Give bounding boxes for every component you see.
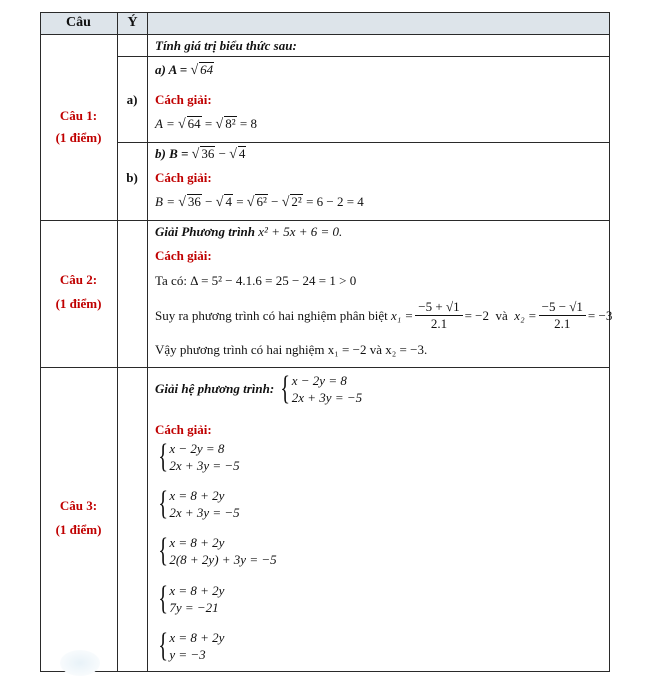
q2-points: (1 điểm) (55, 296, 102, 311)
q3-step-2: { x = 8 + 2y 2x + 3y = −5 (158, 485, 240, 522)
q3-step-1: { x − 2y = 8 2x + 3y = −5 (158, 438, 240, 475)
q3-prompt-system: { x − 2y = 8 2x + 3y = −5 (280, 370, 363, 407)
q2-prompt: Giải Phương trình x² + 5x + 6 = 0. (155, 224, 343, 239)
q1-b-expr: b) B = √ 36 − √ 4 (155, 146, 246, 162)
answer-table (40, 12, 613, 672)
q1-a-solution: A = √ 64 = √ 8² = 8 (155, 116, 257, 132)
q1-prompt: Tính giá trị biểu thức sau: (155, 38, 297, 53)
q3-method: Cách giải: (155, 422, 212, 437)
header-cau: Câu (40, 12, 117, 34)
border-bottom (40, 671, 610, 672)
border-right (609, 12, 610, 672)
watermark-blur (60, 650, 100, 676)
q1-points: (1 điểm) (55, 130, 102, 145)
q1-label: Câu 1: (59, 108, 98, 123)
q1-a-letter: a) (126, 92, 138, 107)
q1-a-method: Cách giải: (155, 92, 212, 107)
q2-roots: Suy ra phương trình có hai nghiệm phân biệt x₁ = $\frac{-5 + √1}{2.1}$ = −2 và x₂ = $\frac{-5 - √1}{2.1}$ = −3 (155, 299, 613, 331)
q1-a-expr: a) A = √ 64 (155, 62, 214, 78)
x1-fraction: $\frac{-5 + √1}{2.1}$ (415, 299, 462, 332)
q3-points: (1 điểm) (55, 522, 102, 537)
border-col1 (117, 12, 118, 672)
border-q1b-split (117, 142, 610, 143)
q1-b-solution: B = √ 36 − √ 4 = √ 6² − √ 2² = 6 − 2 = 4 (155, 194, 364, 210)
q2-label: Câu 2: (59, 272, 98, 287)
q3-step-4: { x = 8 + 2y 7y = −21 (158, 580, 225, 617)
border-q1-split (117, 56, 610, 57)
border-q3 (40, 367, 610, 368)
border-col2 (147, 12, 148, 672)
q3-prompt: Giải hệ phương trình: { x − 2y = 8 2x + 3y = −5 (155, 370, 363, 407)
border-header (40, 34, 610, 35)
header-y: Ý (118, 12, 147, 34)
q1-b-letter: b) (126, 170, 138, 185)
q3-label: Câu 3: (59, 498, 98, 513)
q1-b-method: Cách giải: (155, 170, 212, 185)
q2-conclusion: Vậy phương trình có hai nghiệm x₁ = −2 và x₂ = −3. (155, 342, 428, 357)
q2-method: Cách giải: (155, 248, 212, 263)
q2-delta: Ta có: Δ = 5² − 4.1.6 = 25 − 24 = 1 > 0 (155, 273, 357, 288)
header-blank (148, 12, 610, 34)
q3-step-5: { x = 8 + 2y y = −3 (158, 627, 225, 664)
border-top (40, 12, 610, 13)
q3-step-3: { x = 8 + 2y 2(8 + 2y) + 3y = −5 (158, 532, 277, 569)
border-q2 (40, 220, 610, 221)
x2-fraction: $\frac{-5 - √1}{2.1}$ (539, 299, 586, 332)
